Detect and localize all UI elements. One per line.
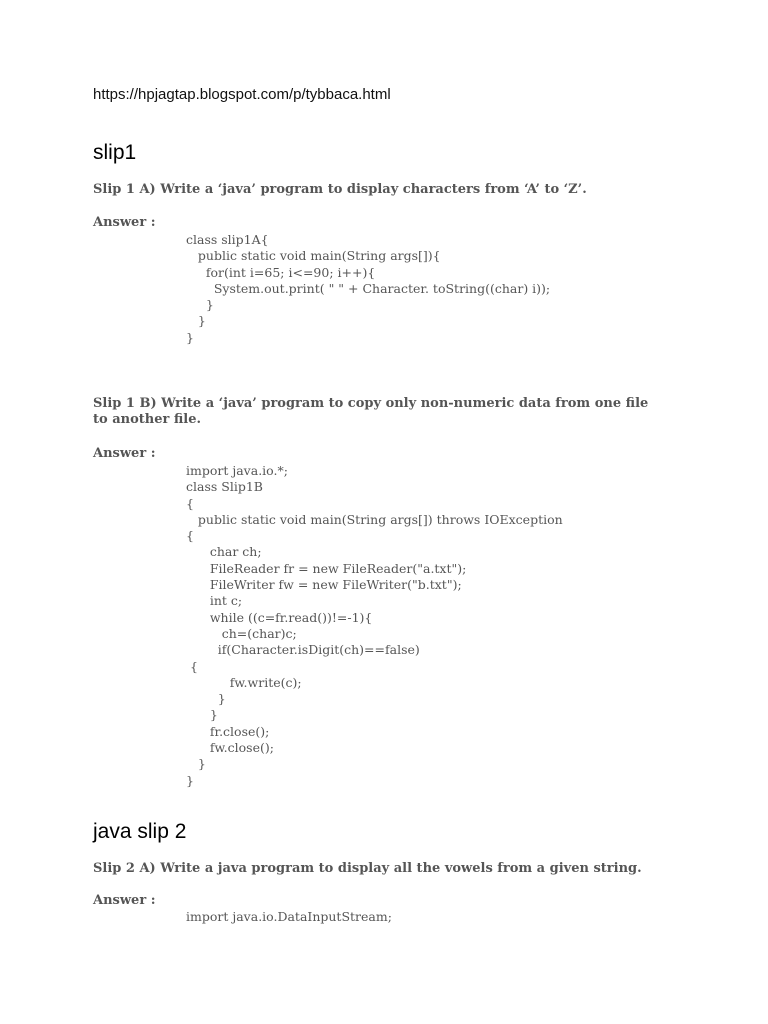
code-line: { xyxy=(186,495,194,511)
code-line: public static void main(String args[]){ xyxy=(186,248,441,264)
code-line: class slip1A{ xyxy=(186,232,269,247)
code-line: int c; xyxy=(186,593,243,609)
answer-label-slip2a: Answer : xyxy=(93,893,156,908)
code-line: System.out.print( " " + Character. toString((char) i)); xyxy=(186,280,551,296)
answer-label-slip1b: Answer : xyxy=(93,446,156,461)
code-line: class Slip1B xyxy=(186,479,263,495)
answer-label-slip1a: Answer : xyxy=(93,215,156,230)
section-heading-slip1: slip1 xyxy=(93,141,137,164)
question-slip2a: Slip 2 A) Write a java program to display all the vowels from a given string. xyxy=(93,861,642,876)
code-line: fr.close(); xyxy=(186,723,270,739)
code-line: import java.io.*; xyxy=(186,463,288,478)
code-block-slip2a xyxy=(186,909,392,925)
code-line: } xyxy=(186,772,194,788)
code-line: for(int i=65; i<=90; i++){ xyxy=(186,264,376,280)
question-slip1a: Slip 1 A) Write a ‘java’ program to display characters from ‘A’ to ‘Z’. xyxy=(93,182,587,197)
code-line: } xyxy=(186,691,226,707)
code-line: { xyxy=(186,658,198,674)
code-line: import java.io.DataInputStream; xyxy=(186,909,392,924)
code-line: } xyxy=(186,297,214,313)
code-line: if(Character.isDigit(ch)==false) xyxy=(186,642,420,658)
code-line: char ch; xyxy=(186,544,262,560)
code-line: } xyxy=(186,329,194,345)
code-line: fw.close(); xyxy=(186,740,274,756)
page-url: https://hpjagtap.blogspot.com/p/tybbaca.html xyxy=(93,86,391,103)
code-line: } xyxy=(186,707,218,723)
code-line: while ((c=fr.read())!=-1){ xyxy=(186,609,373,625)
code-line: public static void main(String args[]) throws IOException xyxy=(186,511,563,527)
section-heading-slip2: java slip 2 xyxy=(93,820,187,843)
code-block-slip1b xyxy=(186,463,563,789)
code-line: { xyxy=(186,528,194,544)
code-line: fw.write(c); xyxy=(186,674,302,690)
question-slip1b: Slip 1 B) Write a ‘java’ program to copy only non-numeric data from one file to another file. xyxy=(93,396,649,428)
code-line: FileReader fr = new FileReader("a.txt"); xyxy=(186,560,467,576)
code-line: } xyxy=(186,756,206,772)
code-block-slip1a xyxy=(186,232,550,346)
code-line: } xyxy=(186,313,206,329)
code-line: ch=(char)c; xyxy=(186,625,297,641)
code-line: FileWriter fw = new FileWriter("b.txt"); xyxy=(186,577,462,593)
